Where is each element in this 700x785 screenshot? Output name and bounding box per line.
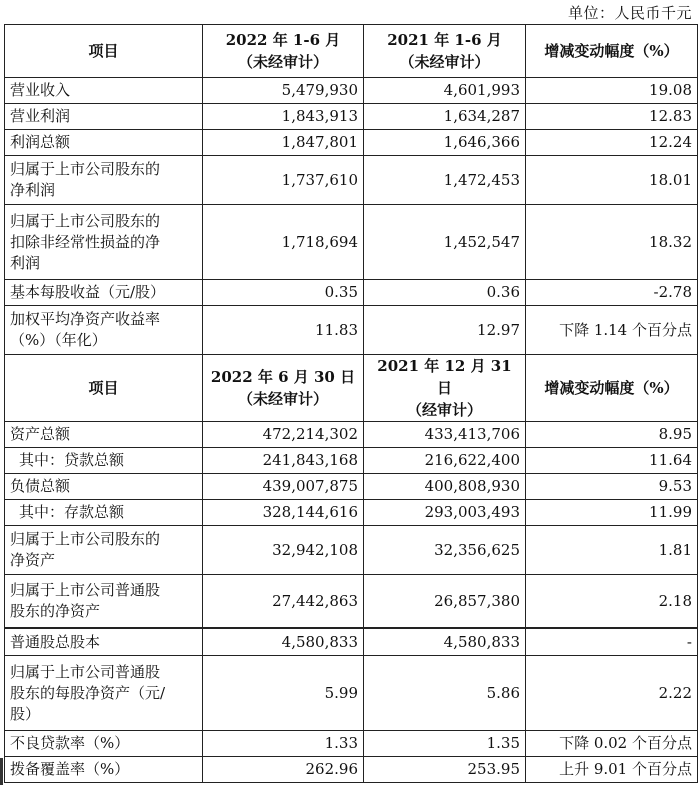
header-item: 项目	[5, 25, 203, 78]
row-change: 2.22	[526, 656, 698, 731]
row-value-2: 4,601,993	[364, 78, 526, 104]
row-label: 负债总额	[5, 474, 203, 500]
row-change: 1.81	[526, 526, 698, 575]
row-value-2: 26,857,380	[364, 575, 526, 629]
row-value-1: 439,007,875	[203, 474, 364, 500]
table-row	[5, 731, 698, 757]
row-label-line: 扣除非经常性损益的净	[10, 232, 161, 251]
row-value-1: 5,479,930	[203, 78, 364, 104]
row-value-2: 433,413,706	[364, 422, 526, 448]
header-col1-line2: （未经审计）	[237, 53, 328, 71]
row-value-2: 5.86	[364, 656, 526, 731]
row-value-1: 328,144,616	[203, 500, 364, 526]
table-row	[5, 104, 698, 130]
scan-edge-mark	[0, 758, 3, 785]
row-value-2: 4,580,833	[364, 628, 526, 656]
row-label-line: 归属于上市公司普通股	[10, 662, 161, 681]
row-value-2: 32,356,625	[364, 526, 526, 575]
row-label	[5, 575, 203, 629]
row-label-line: 净资产	[10, 551, 56, 569]
row-value-2: 1,646,366	[364, 130, 526, 156]
row-label-line: 归属于上市公司普通股	[10, 581, 161, 599]
row-label-line: 归属于上市公司股东的	[10, 530, 161, 548]
row-label	[5, 526, 203, 575]
table-row	[5, 306, 698, 355]
financial-table	[4, 24, 698, 783]
row-label	[5, 156, 203, 205]
row-change: -	[526, 628, 698, 656]
row-value-2: 12.97	[364, 306, 526, 355]
row-label: 其中：存款总额	[5, 500, 203, 526]
row-label-line: 净利润	[10, 181, 56, 199]
table-row	[5, 500, 698, 526]
row-change: 下降 0.02 个百分点	[526, 731, 698, 757]
row-value-2: 293,003,493	[364, 500, 526, 526]
header-col2	[364, 25, 526, 78]
row-change: 11.64	[526, 448, 698, 474]
row-value-1: 1.33	[203, 731, 364, 757]
row-value-2: 0.36	[364, 280, 526, 306]
header-col1-line2: （未经审计）	[237, 390, 328, 408]
row-label: 营业收入	[5, 78, 203, 104]
row-value-1: 5.99	[203, 656, 364, 731]
header-col2	[364, 355, 526, 422]
table-row	[5, 78, 698, 104]
row-label: 基本每股收益（元/股）	[5, 280, 203, 306]
table-row	[5, 757, 698, 783]
table-row	[5, 422, 698, 448]
row-value-1: 27,442,863	[203, 575, 364, 629]
row-value-2: 1,452,547	[364, 205, 526, 280]
row-change: 18.01	[526, 156, 698, 205]
row-value-2: 1.35	[364, 731, 526, 757]
row-change: 11.99	[526, 500, 698, 526]
row-value-2: 1,634,287	[364, 104, 526, 130]
row-change: 19.08	[526, 78, 698, 104]
row-value-1: 11.83	[203, 306, 364, 355]
row-change: 12.24	[526, 130, 698, 156]
row-label-line: 加权平均净资产收益率	[10, 310, 161, 328]
row-value-1: 262.96	[203, 757, 364, 783]
row-label-line: 归属于上市公司股东的	[10, 160, 161, 178]
header-col2-line2: （未经审计）	[399, 53, 490, 71]
row-label: 普通股总股本	[5, 628, 203, 656]
table-row	[5, 656, 698, 731]
row-label	[5, 205, 203, 280]
table-row	[5, 575, 698, 629]
table-header-2	[5, 355, 698, 422]
header-col2-line1: 2021 年 12 月 31 日	[377, 357, 512, 397]
header-col2-line1: 2021 年 1-6 月	[387, 31, 502, 49]
row-value-1: 1,843,913	[203, 104, 364, 130]
row-label-line: 归属于上市公司股东的	[10, 211, 161, 230]
header-change: 增减变动幅度（%）	[526, 25, 698, 78]
row-label-line: 股东的净资产	[10, 602, 101, 620]
row-label: 拨备覆盖率（%）	[5, 757, 203, 783]
row-value-2: 216,622,400	[364, 448, 526, 474]
row-label: 资产总额	[5, 422, 203, 448]
row-label-line: 利润	[10, 253, 41, 272]
row-change: 下降 1.14 个百分点	[526, 306, 698, 355]
row-label	[5, 306, 203, 355]
row-value-1: 0.35	[203, 280, 364, 306]
row-label-line: （%）（年化）	[10, 331, 107, 349]
header-change: 增减变动幅度（%）	[526, 355, 698, 422]
row-label: 营业利润	[5, 104, 203, 130]
table-header-1	[5, 25, 698, 78]
row-label-line: 股）	[10, 704, 41, 723]
row-label: 其中：贷款总额	[5, 448, 203, 474]
row-change: 12.83	[526, 104, 698, 130]
header-item: 项目	[5, 355, 203, 422]
header-col1-line1: 2022 年 1-6 月	[225, 31, 341, 49]
row-value-2: 400,808,930	[364, 474, 526, 500]
row-change: 18.32	[526, 205, 698, 280]
row-value-1: 1,718,694	[203, 205, 364, 280]
table-row	[5, 628, 698, 656]
header-col2-line2: （经审计）	[406, 401, 482, 419]
row-value-1: 1,737,610	[203, 156, 364, 205]
table-row	[5, 526, 698, 575]
row-change: 9.53	[526, 474, 698, 500]
row-label-line: 股东的每股净资产（元/	[10, 683, 166, 702]
row-label: 不良贷款率（%）	[5, 731, 203, 757]
header-col1-line1: 2022 年 6 月 30 日	[210, 368, 356, 386]
row-value-1: 4,580,833	[203, 628, 364, 656]
row-change: 2.18	[526, 575, 698, 629]
unit-label: 单位：人民币千元	[567, 4, 692, 22]
table-row	[5, 474, 698, 500]
table-row	[5, 130, 698, 156]
row-value-1: 32,942,108	[203, 526, 364, 575]
header-col1	[203, 25, 364, 78]
row-value-2: 1,472,453	[364, 156, 526, 205]
row-value-1: 241,843,168	[203, 448, 364, 474]
row-change: 上升 9.01 个百分点	[526, 757, 698, 783]
row-change: -2.78	[526, 280, 698, 306]
row-value-1: 1,847,801	[203, 130, 364, 156]
row-value-1: 472,214,302	[203, 422, 364, 448]
header-col1	[203, 355, 364, 422]
table-row	[5, 156, 698, 205]
row-label: 利润总额	[5, 130, 203, 156]
table-row	[5, 280, 698, 306]
row-change: 8.95	[526, 422, 698, 448]
row-label	[5, 656, 203, 731]
table-row	[5, 205, 698, 280]
table-row	[5, 448, 698, 474]
row-value-2: 253.95	[364, 757, 526, 783]
